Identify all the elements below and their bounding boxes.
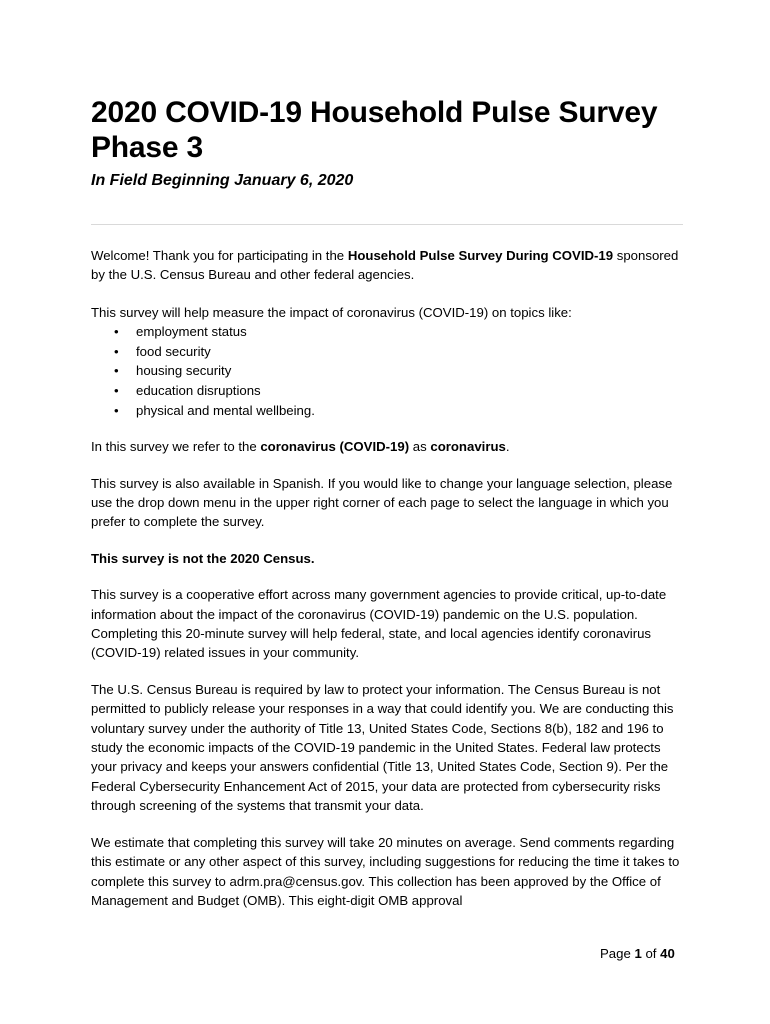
list-item [91,361,683,381]
terms-paragraph [91,437,683,456]
bullet-icon: • [114,383,119,398]
topic-label: housing security [136,363,232,379]
term-short: coronavirus [430,439,506,455]
bullet-icon: • [114,402,119,418]
term-full: coronavirus (COVID-19) [260,439,410,455]
total-pages: 40 [660,946,675,961]
list-item [91,381,683,401]
topic-label: food security [136,343,211,359]
terms-text-post: . [505,439,510,455]
bullet-icon: • [114,343,119,359]
cooperative-paragraph: This survey is a cooperative effort across many government agencies to provide critical, up-to-date information about the impact of the coronavirus (COVID-19) pandemic on the U.S. population. Completing this 20-minute survey will help federal, state, and local agencies identify coronavirus (COVID-19) related issues in your community. [91,587,667,661]
of-label: of [641,946,661,961]
topic-label: education disruptions [136,383,261,398]
section-divider [91,224,683,225]
current-page: 1 [634,946,642,961]
title-line-1: 2020 COVID-19 Household Pulse Survey [91,96,658,129]
topics-lead: This survey will help measure the impact of coronavirus (COVID-19) on topics like: [91,304,572,320]
page-label: Page [600,946,635,961]
topic-label: physical and mental wellbeing. [136,402,315,418]
spanish-paragraph: This survey is also available in Spanish. If you would like to change your language selection, please use the drop down menu in the upper right corner of each page to select the language in which you prefer to complete the survey. [91,475,673,530]
privacy-paragraph: The U.S. Census Bureau is required by law to protect your information. The Census Bureau is not permitted to publicly release your responses in a way that could identify you. We are conducting this voluntary survey under the authority of Title 13, United States Code, Sections 8(b), 182 and 196 to study the economic impacts of the COVID-19 pandemic in the United States. Federal law protects your privacy and keeps your answers confidential (Title 13, United States Code, Section 9). Per the Federal Cybersecurity Enhancement Act of 2015, your data are protected from cybersecurity risks through screening of the systems that transmit your data. [91,681,674,814]
page-title [91,95,683,165]
welcome-paragraph [91,246,683,285]
welcome-text-pre: Welcome! Thank you for participating in the [91,248,348,263]
bullet-icon: • [114,363,119,379]
topics-list [91,322,683,420]
list-item [91,401,683,421]
terms-text-mid: as [409,439,431,455]
terms-text-pre: In this survey we refer to the [91,439,261,455]
list-item [91,342,683,362]
burden-paragraph: We estimate that completing this survey will take 20 minutes on average. Send comments regarding this estimate or any other aspect of this survey, including suggestions for reducing the time it takes to complete this survey to adrm.pra@census.gov. This collection has been approved by the Office of Management and Budget (OMB). This eight-digit OMB approval [91,834,680,908]
survey-name: Household Pulse Survey During COVID-19 [347,248,614,263]
list-item [91,322,683,342]
page-number [600,945,675,963]
bullet-icon: • [114,324,119,340]
welcome-text-post: sponsored by the U.S. Census Bureau and other federal agencies. [91,248,679,283]
title-line-2: Phase 3 [91,131,204,164]
document-page [91,95,683,910]
topic-label: employment status [136,324,247,340]
not-census-notice [91,549,683,568]
page-subtitle: In Field Beginning January 6, 2020 [91,172,354,189]
not-census-text: This survey is not the 2020 Census. [91,550,315,566]
